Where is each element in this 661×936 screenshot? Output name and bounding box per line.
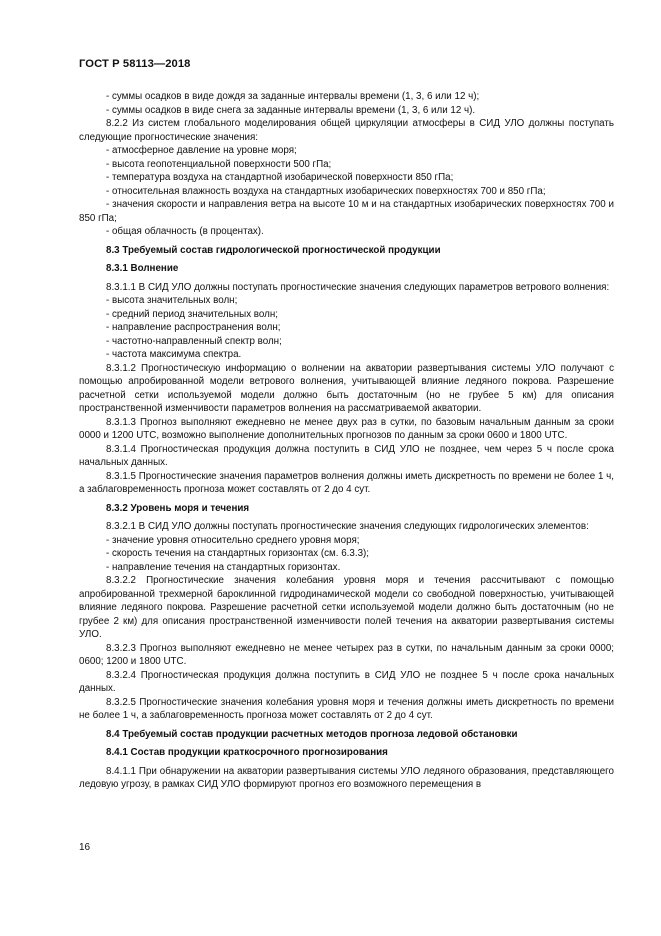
list-item: - значение уровня относительно среднего уровня моря; [106, 534, 360, 546]
paragraph: 8.3.1.5 Прогностические значения параметров волнения должны иметь дискретность по времени не более 1 ч, а заблаговременность прогноза может составлять от 2 до 4 сут. [79, 470, 614, 495]
paragraph: 8.2.2 Из систем глобального моделирования общей циркуляции атмосферы в СИД УЛО должны поступать следующие прогностические значения: [79, 118, 614, 143]
section-heading: 8.3.1 Волнение [106, 263, 179, 274]
section-heading: 8.4.1 Состав продукции краткосрочного прогнозирования [106, 747, 388, 758]
paragraph: 8.3.2.1 В СИД УЛО должны поступать прогностические значения следующих гидрологических элементов: [106, 521, 589, 532]
list-item: - высота значительных волн; [106, 295, 238, 306]
list-item: - атмосферное давление на уровне моря; [106, 145, 297, 156]
section-heading: 8.3 Требуемый состав гидрологической прогностической продукции [106, 244, 441, 256]
paragraph: 8.3.2.3 Прогноз выполняют ежедневно не менее четырех раз в сутки, по начальным данным за сроки 0000; 0600; 1200 и 1800 UTC. [79, 642, 614, 667]
paragraph: 8.3.1.1 В СИД УЛО должны поступать прогностические значения следующих параметров ветрового волнения: [106, 281, 610, 293]
page-number: 16 [79, 842, 91, 853]
section-heading: 8.3.2 Уровень моря и течения [106, 502, 250, 514]
list-item: - частота максимума спектра. [106, 349, 242, 360]
paragraph: 8.3.2.5 Прогностические значения колебания уровня моря и течения должны иметь дискретность по времени не более 1 ч, а заблаговременность прогноза может составлять от 2 до 4 сут. [79, 696, 614, 721]
list-item: - направление течения на стандартных горизонтах. [106, 561, 341, 573]
document-header: ГОСТ Р 58113—2018 [79, 58, 191, 70]
paragraph: 8.3.2.2 Прогностические значения колебания уровня моря и течения рассчитывают с помощью апробированной трехмерной бароклинной гидродинамической модели со свободной поверхностью, учитывающей влияние ледяного покрова. Разрешение расчетной сетки используемой модели должно быть достаточным (но не грубее 2 км) для описания пространственной изменчивости полей течения на акватории развертывания системы УЛО. [79, 575, 614, 640]
document-body [79, 90, 614, 792]
paragraph: 8.3.1.4 Прогностическая продукция должна поступить в СИД УЛО не позднее, чем через 5 ч после срока начальных данных. [79, 443, 614, 468]
list-item: - относительная влажность воздуха на стандартных изобарических поверхностях 700 и 850 гПа; [106, 185, 546, 197]
paragraph: - значения скорости и направления ветра на высоте 10 м и на стандартных изобарических поверхностях 700 и 850 гПа; [79, 199, 614, 224]
list-item: - суммы осадков в виде дождя за заданные интервалы времени (1, 3, 6 или 12 ч); [106, 91, 480, 102]
list-item: - скорость течения на стандартных горизонтах (см. 6.3.3); [106, 548, 369, 559]
list-item: - высота геопотенциальной поверхности 500 гПа; [106, 158, 332, 170]
paragraph: 8.4.1.1 При обнаружении на акватории развертывания системы УЛО ледяного образования, представляющего ледовую угрозу, в рамках СИД УЛО формируют прогноз его возможного перемещения в [79, 765, 614, 790]
list-item: - частотно-направленный спектр волн; [106, 335, 282, 347]
list-item: - температура воздуха на стандартной изобарической поверхности 850 гПа; [106, 172, 454, 183]
list-item: - направление распространения волн; [106, 322, 281, 333]
paragraph: 8.3.1.2 Прогностическую информацию о волнении на акватории развертывания системы УЛО получают с помощью апробированной модели ветрового волнения, учитывающей влияние ледяного покрова. Разрешение расчетной сетки используемой модели должно быть достаточным (но не грубее 5 км) для описания пространственной изменчивости параметров волнения на рассматриваемой акватории. [79, 362, 614, 414]
paragraph: 8.3.2.4 Прогностическая продукция должна поступить в СИД УЛО не позднее 5 ч после срока начальных данных. [79, 669, 614, 694]
list-item: - общая облачность (в процентах). [106, 226, 264, 237]
paragraph: 8.3.1.3 Прогноз выполняют ежедневно не менее двух раз в сутки, по базовым начальным данным за сроки 0000 и 1200 UTC, возможно выполнение дополнительных прогнозов по данным за сроки 0600 и 1800 UTC. [79, 416, 614, 441]
list-item: - суммы осадков в виде снега за заданные интервалы времени (1, 3, 6 или 12 ч). [106, 104, 476, 116]
list-item: - средний период значительных волн; [106, 308, 278, 320]
section-heading: 8.4 Требуемый состав продукции расчетных методов прогноза ледовой обстановки [106, 728, 518, 740]
